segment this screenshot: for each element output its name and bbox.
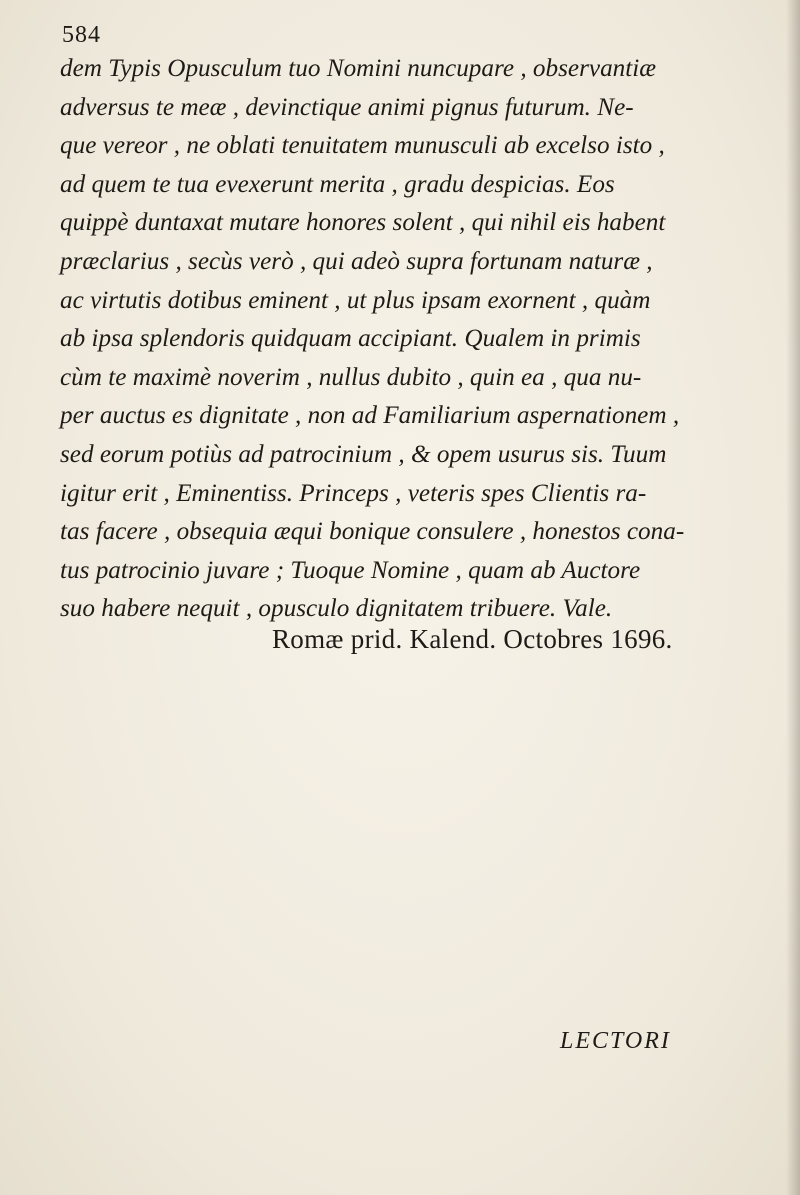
text-line: dem Typis Opusculum tuo Nomini nuncupare , observantiæ [60, 55, 657, 82]
text-line: ac virtutis dotibus eminent , ut plus ipsam exornent , quàm [60, 286, 651, 314]
dateline: Romæ prid. Kalend. Octobres 1696. [272, 624, 673, 654]
page-number: 584 [62, 22, 101, 48]
text-line: quippè duntaxat mutare honores solent , qui nihil eis habent [60, 209, 666, 237]
text-line: suo habere nequit , opusculo dignitatem tribuere. Vale. [60, 595, 613, 623]
text-line: sed eorum potiùs ad patrocinium , & opem usurus sis. Tuum [60, 440, 667, 468]
text-line: cùm te maximè noverim , nullus dubito , quin ea , qua nu- [60, 363, 642, 391]
page-edge-shadow [786, 0, 800, 1195]
text-line: tus patrocinio juvare ; Tuoque Nomine , quam ab Auctore [60, 556, 641, 584]
text-line: adversus te meæ , devinctique animi pignus futurum. Ne- [60, 93, 634, 121]
body-text [60, 50, 760, 629]
catchword: LECTORI [560, 1028, 671, 1054]
text-line: præclarius , secùs verò , qui adeò supra fortunam naturæ , [60, 247, 653, 275]
text-line: que vereor , ne oblati tenuitatem munusculi ab excelso isto , [60, 132, 665, 160]
text-line: tas facere , obsequia æqui bonique consulere , honestos cona- [60, 518, 685, 546]
text-line: ab ipsa splendoris quidquam accipiant. Qualem in primis [60, 325, 641, 353]
text-line: igitur erit , Eminentiss. Princeps , veteris spes Clientis ra- [60, 479, 647, 507]
text-line: per auctus es dignitate , non ad Familiarium aspernationem , [60, 402, 680, 430]
text-line: ad quem te tua evexerunt merita , gradu despicias. Eos [60, 170, 615, 198]
